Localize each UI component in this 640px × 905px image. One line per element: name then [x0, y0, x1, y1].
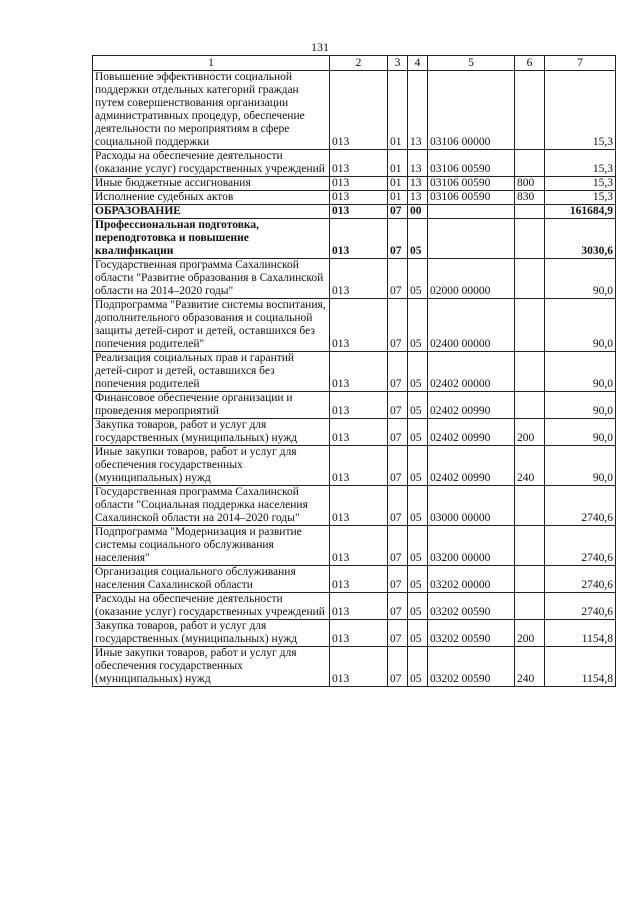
- amount: 90,0: [545, 419, 616, 446]
- expense-type-code: 240: [515, 647, 545, 687]
- amount: 90,0: [545, 392, 616, 419]
- table-row: [93, 191, 616, 205]
- target-article-code: 03202 00590: [428, 620, 515, 647]
- item-name: Подпрограмма "Модернизация и развитие системы социального обслуживания населения": [93, 526, 330, 566]
- table-row: [93, 219, 616, 259]
- item-name: Расходы на обеспечение деятельности (оказание услуг) государственных учреждений: [93, 150, 330, 177]
- item-name: ОБРАЗОВАНИЕ: [93, 205, 330, 219]
- target-article-code: [428, 205, 515, 219]
- table-row: [93, 526, 616, 566]
- subsection-code: 05: [408, 593, 428, 620]
- target-article-code: 02400 00000: [428, 299, 515, 352]
- section-code: 07: [388, 446, 408, 486]
- admin-code: 013: [330, 566, 388, 593]
- subsection-code: 13: [408, 191, 428, 205]
- target-article-code: 03202 00000: [428, 566, 515, 593]
- expense-type-code: [515, 392, 545, 419]
- section-code: 07: [388, 526, 408, 566]
- amount: 2740,6: [545, 486, 616, 526]
- admin-code: 013: [330, 205, 388, 219]
- budget-table: [92, 55, 616, 687]
- column-header: 1: [93, 56, 330, 71]
- item-name: Подпрограмма "Развитие системы воспитания, дополнительного образования и социальной защиты детей-сирот и детей, оставшихся без попечения родителей": [93, 299, 330, 352]
- column-header: 3: [388, 56, 408, 71]
- subsection-code: 13: [408, 177, 428, 191]
- expense-type-code: [515, 299, 545, 352]
- section-code: 01: [388, 150, 408, 177]
- subsection-code: 05: [408, 259, 428, 299]
- expense-type-code: [515, 150, 545, 177]
- amount: 90,0: [545, 259, 616, 299]
- admin-code: 013: [330, 620, 388, 647]
- amount: 1154,8: [545, 620, 616, 647]
- admin-code: 013: [330, 526, 388, 566]
- item-name: Иные закупки товаров, работ и услуг для обеспечения государственных (муниципальных) нужд: [93, 647, 330, 687]
- section-code: 07: [388, 647, 408, 687]
- table-row: [93, 259, 616, 299]
- amount: 15,3: [545, 150, 616, 177]
- section-code: 07: [388, 392, 408, 419]
- section-code: 07: [388, 219, 408, 259]
- section-code: 01: [388, 177, 408, 191]
- admin-code: 013: [330, 647, 388, 687]
- section-code: 01: [388, 191, 408, 205]
- expense-type-code: 800: [515, 177, 545, 191]
- column-header: 4: [408, 56, 428, 71]
- expense-type-code: 830: [515, 191, 545, 205]
- item-name: Закупка товаров, работ и услуг для государственных (муниципальных) нужд: [93, 620, 330, 647]
- amount: 15,3: [545, 191, 616, 205]
- column-header: 6: [515, 56, 545, 71]
- target-article-code: 03202 00590: [428, 593, 515, 620]
- expense-type-code: [515, 352, 545, 392]
- table-row: [93, 419, 616, 446]
- expense-type-code: [515, 71, 545, 150]
- target-article-code: 03106 00000: [428, 71, 515, 150]
- subsection-code: 05: [408, 352, 428, 392]
- section-code: 07: [388, 419, 408, 446]
- section-code: 01: [388, 71, 408, 150]
- subsection-code: 13: [408, 150, 428, 177]
- target-article-code: 02000 00000: [428, 259, 515, 299]
- table-row: [93, 177, 616, 191]
- item-name: Повышение эффективности социальной поддержки отдельных категорий граждан путем совершенствования организации административных процедур, обеспечение деятельности по мероприятиям в сфере социальной поддержки: [93, 71, 330, 150]
- subsection-code: 05: [408, 526, 428, 566]
- item-name: Государственная программа Сахалинской области "Развитие образования в Сахалинской области на 2014–2020 годы": [93, 259, 330, 299]
- admin-code: 013: [330, 191, 388, 205]
- subsection-code: 05: [408, 647, 428, 687]
- item-name: Государственная программа Сахалинской области "Социальная поддержка населения Сахалинской области на 2014–2020 годы": [93, 486, 330, 526]
- section-code: 07: [388, 620, 408, 647]
- amount: 15,3: [545, 177, 616, 191]
- target-article-code: 03106 00590: [428, 150, 515, 177]
- expense-type-code: [515, 259, 545, 299]
- table-row: [93, 150, 616, 177]
- target-article-code: 03200 00000: [428, 526, 515, 566]
- item-name: Расходы на обеспечение деятельности (оказание услуг) государственных учреждений: [93, 593, 330, 620]
- expense-type-code: [515, 205, 545, 219]
- amount: 161684,9: [545, 205, 616, 219]
- section-code: 07: [388, 259, 408, 299]
- item-name: Организация социального обслуживания населения Сахалинской области: [93, 566, 330, 593]
- expense-type-code: 240: [515, 446, 545, 486]
- admin-code: 013: [330, 177, 388, 191]
- admin-code: 013: [330, 419, 388, 446]
- table-row: [93, 392, 616, 419]
- item-name: Реализация социальных прав и гарантий детей-сирот и детей, оставшихся без попечения родителей: [93, 352, 330, 392]
- amount: 90,0: [545, 352, 616, 392]
- subsection-code: 05: [408, 392, 428, 419]
- admin-code: 013: [330, 352, 388, 392]
- target-article-code: 02402 00990: [428, 392, 515, 419]
- admin-code: 013: [330, 392, 388, 419]
- admin-code: 013: [330, 259, 388, 299]
- table-row: [93, 71, 616, 150]
- section-code: 07: [388, 566, 408, 593]
- table-row: [93, 647, 616, 687]
- section-code: 07: [388, 205, 408, 219]
- page-number: 131: [311, 40, 329, 54]
- subsection-code: 05: [408, 566, 428, 593]
- subsection-code: 05: [408, 299, 428, 352]
- table-row: [93, 446, 616, 486]
- expense-type-code: [515, 526, 545, 566]
- expense-type-code: [515, 486, 545, 526]
- item-name: Профессиональная подготовка, переподготовка и повышение квалификации: [93, 219, 330, 259]
- column-header: 5: [428, 56, 515, 71]
- section-code: 07: [388, 593, 408, 620]
- table-row: [93, 205, 616, 219]
- amount: 90,0: [545, 446, 616, 486]
- table-row: [93, 593, 616, 620]
- expense-type-code: [515, 219, 545, 259]
- amount: 2740,6: [545, 566, 616, 593]
- target-article-code: 02402 00990: [428, 446, 515, 486]
- header-row: [93, 56, 616, 71]
- subsection-code: 05: [408, 219, 428, 259]
- expense-type-code: 200: [515, 620, 545, 647]
- subsection-code: 00: [408, 205, 428, 219]
- table-row: [93, 299, 616, 352]
- expense-type-code: [515, 566, 545, 593]
- amount: 3030,6: [545, 219, 616, 259]
- table-row: [93, 566, 616, 593]
- expense-type-code: 200: [515, 419, 545, 446]
- section-code: 07: [388, 299, 408, 352]
- subsection-code: 05: [408, 486, 428, 526]
- amount: 2740,6: [545, 593, 616, 620]
- admin-code: 013: [330, 150, 388, 177]
- target-article-code: 02402 00000: [428, 352, 515, 392]
- subsection-code: 05: [408, 419, 428, 446]
- table-row: [93, 620, 616, 647]
- target-article-code: [428, 219, 515, 259]
- amount: 90,0: [545, 299, 616, 352]
- item-name: Иные закупки товаров, работ и услуг для обеспечения государственных (муниципальных) нужд: [93, 446, 330, 486]
- subsection-code: 05: [408, 446, 428, 486]
- admin-code: 013: [330, 299, 388, 352]
- admin-code: 013: [330, 486, 388, 526]
- expense-type-code: [515, 593, 545, 620]
- amount: 15,3: [545, 71, 616, 150]
- amount: 2740,6: [545, 526, 616, 566]
- target-article-code: 02402 00990: [428, 419, 515, 446]
- subsection-code: 13: [408, 71, 428, 150]
- target-article-code: 03000 00000: [428, 486, 515, 526]
- subsection-code: 05: [408, 620, 428, 647]
- item-name: Иные бюджетные ассигнования: [93, 177, 330, 191]
- item-name: Финансовое обеспечение организации и проведения мероприятий: [93, 392, 330, 419]
- item-name: Исполнение судебных актов: [93, 191, 330, 205]
- admin-code: 013: [330, 593, 388, 620]
- admin-code: 013: [330, 219, 388, 259]
- column-header: 2: [330, 56, 388, 71]
- section-code: 07: [388, 486, 408, 526]
- item-name: Закупка товаров, работ и услуг для государственных (муниципальных) нужд: [93, 419, 330, 446]
- admin-code: 013: [330, 71, 388, 150]
- target-article-code: 03202 00590: [428, 647, 515, 687]
- target-article-code: 03106 00590: [428, 191, 515, 205]
- table-row: [93, 352, 616, 392]
- table-row: [93, 486, 616, 526]
- target-article-code: 03106 00590: [428, 177, 515, 191]
- admin-code: 013: [330, 446, 388, 486]
- section-code: 07: [388, 352, 408, 392]
- column-header: 7: [545, 56, 616, 71]
- amount: 1154,8: [545, 647, 616, 687]
